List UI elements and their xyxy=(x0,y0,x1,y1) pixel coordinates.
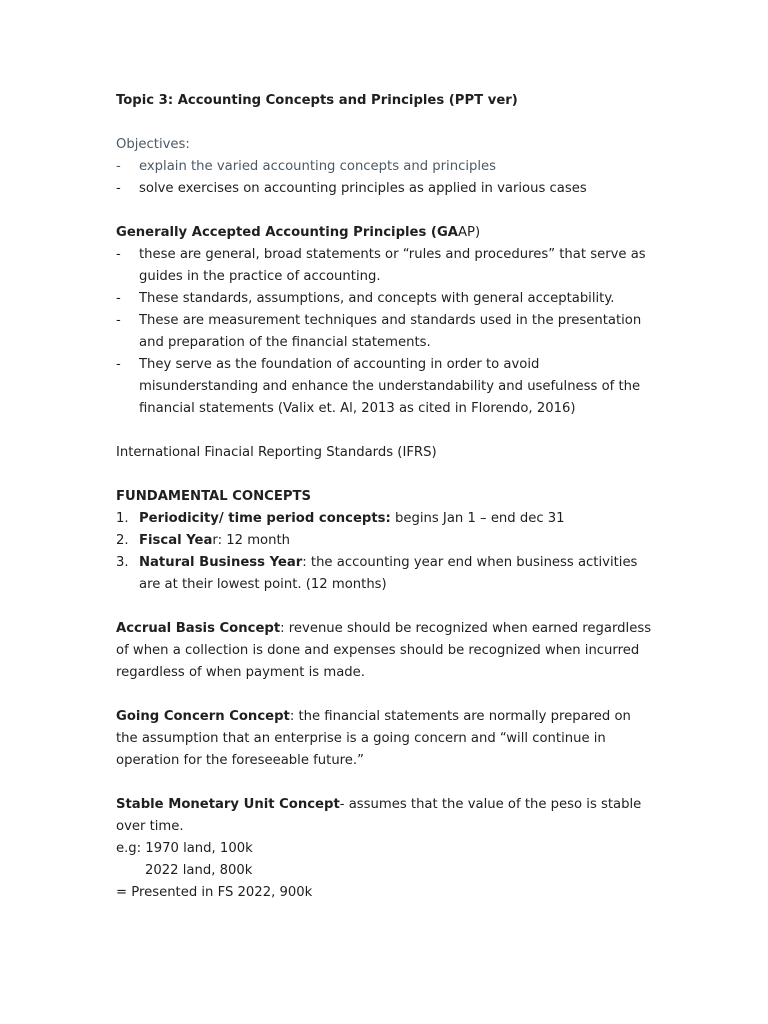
objective-item xyxy=(116,156,656,178)
ifrs-line: International Finacial Reporting Standards (IFRS) xyxy=(116,445,437,460)
objective-text: solve exercises on accounting principles as applied in various cases xyxy=(139,181,587,196)
fundamental-item xyxy=(116,552,656,596)
gaap-text: these are general, broad statements or “rules and procedures” that serve as guides in the practice of accounting. xyxy=(139,247,646,284)
bullet-marker: - xyxy=(116,313,121,328)
gaap-item xyxy=(116,244,656,288)
going-concern-text: : the financial statements are normally prepared on the assumption that an enterprise is a going concern and “will continue in operation for the foreseeable future.” xyxy=(116,709,631,768)
concept-term: Natural Business Year xyxy=(139,555,303,570)
stable-monetary-term: Stable Monetary Unit Concept xyxy=(116,797,340,812)
fundamental-item xyxy=(116,530,656,552)
gaap-item xyxy=(116,288,656,310)
concept-term: Periodicity/ time period concepts: xyxy=(139,511,391,526)
bullet-marker: - xyxy=(116,247,121,262)
fundamental-heading: FUNDAMENTAL CONCEPTS xyxy=(116,489,312,504)
gaap-item xyxy=(116,354,656,420)
accrual-term: Accrual Basis Concept xyxy=(116,621,281,636)
objective-text: explain the varied accounting concepts and principles xyxy=(139,159,497,174)
gaap-text: They serve as the foundation of accounting in order to avoid misunderstanding and enhance the understandability and usefulness of the financial statements (Valix et. Al, 2013 as cited in Florendo, 2016) xyxy=(139,357,641,416)
gaap-text: These standards, assumptions, and concepts with general acceptability. xyxy=(139,291,615,306)
example-line: 2022 land, 800k xyxy=(145,863,253,878)
concept-text: begins Jan 1 – end dec 31 xyxy=(390,511,565,526)
bullet-marker: - xyxy=(116,357,121,372)
concept-term: Fiscal Yea xyxy=(139,533,213,548)
bullet-marker: - xyxy=(116,159,121,174)
concept-text: r: 12 month xyxy=(212,533,290,548)
item-number: 3. xyxy=(116,555,129,570)
gaap-item xyxy=(116,310,656,354)
gaap-heading-bold: Generally Accepted Accounting Principles (GA xyxy=(116,225,458,240)
concept-text: : the accounting year end when business activities are at their lowest point. (12 months) xyxy=(139,555,638,592)
stable-monetary-text: - assumes that the value of the peso is stable over time. xyxy=(116,797,642,834)
item-number: 1. xyxy=(116,511,129,526)
fundamental-item xyxy=(116,508,656,530)
going-concern-paragraph xyxy=(116,706,656,772)
stable-monetary-paragraph xyxy=(116,794,656,838)
example-line: e.g: 1970 land, 100k xyxy=(116,841,253,856)
gaap-heading xyxy=(116,222,656,244)
accrual-paragraph xyxy=(116,618,656,684)
bullet-marker: - xyxy=(116,181,121,196)
gaap-heading-rest: AP) xyxy=(457,225,481,240)
document-body xyxy=(116,90,656,904)
going-concern-term: Going Concern Concept xyxy=(116,709,290,724)
gaap-text: These are measurement techniques and standards used in the presentation and preparation of the financial statements. xyxy=(139,313,642,350)
page-title: Topic 3: Accounting Concepts and Principles (PPT ver) xyxy=(116,93,518,108)
result-line: = Presented in FS 2022, 900k xyxy=(116,885,313,900)
accrual-text: : revenue should be recognized when earned regardless of when a collection is done and expenses should be recognized when incurred regardless of when payment is made. xyxy=(116,621,652,680)
objective-item xyxy=(116,178,656,200)
objectives-heading: Objectives: xyxy=(116,137,190,152)
item-number: 2. xyxy=(116,533,129,548)
bullet-marker: - xyxy=(116,291,121,306)
